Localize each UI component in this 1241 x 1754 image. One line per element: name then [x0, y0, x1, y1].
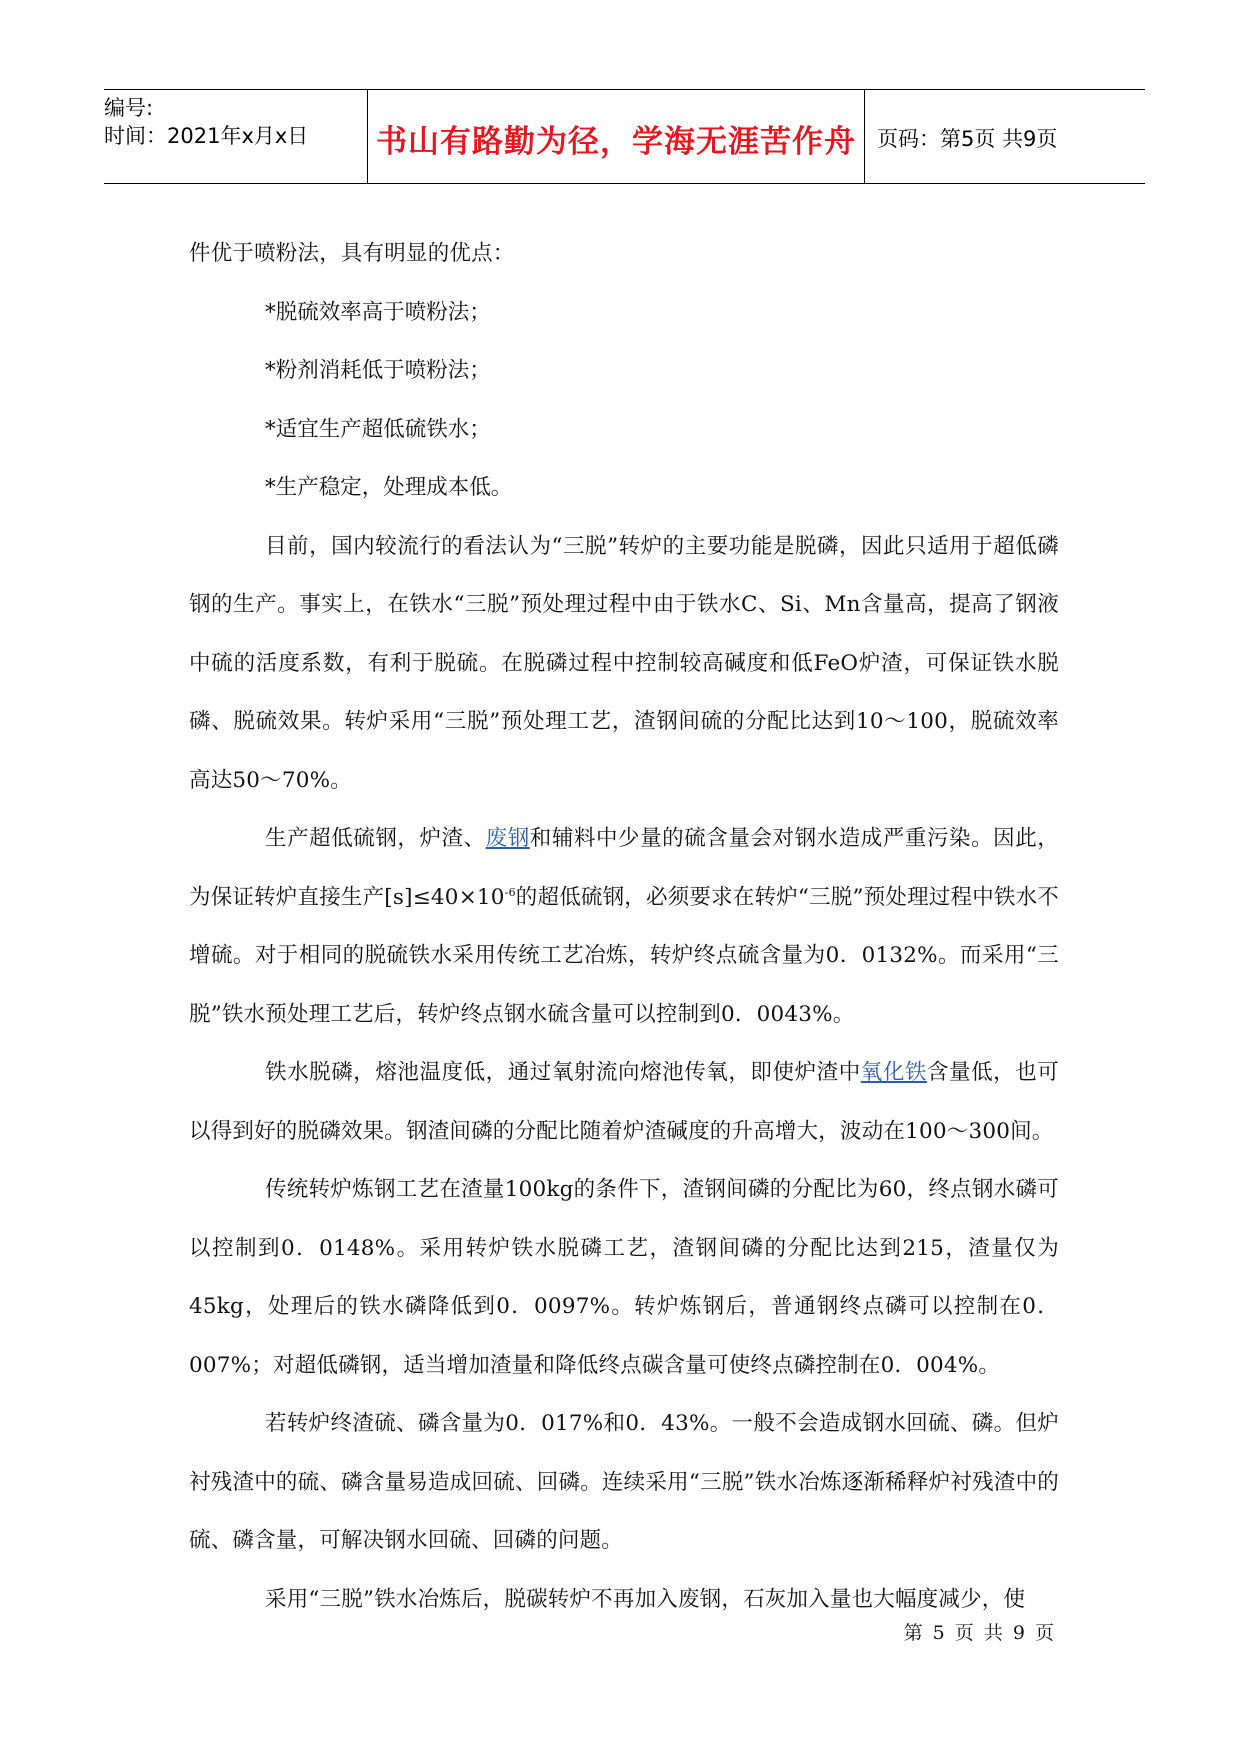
- paragraph-4-text-b: 含量低，也可以得到好的脱磷效果。钢渣间磷的分配比随着炉渣碱度的升高增大，波动在100～300间。: [189, 1060, 1059, 1144]
- number-label: 编号:: [104, 96, 154, 120]
- paragraph-1: 件优于喷粉法，具有明显的优点：: [189, 241, 515, 266]
- bullet-item: *粉剂消耗低于喷粉法；: [265, 358, 491, 383]
- paragraph-3: [189, 810, 1059, 1044]
- header-left-cell: [104, 90, 368, 183]
- exponent: -6: [504, 885, 516, 899]
- scrap-steel-link[interactable]: 废钢: [485, 826, 530, 851]
- iron-oxide-link[interactable]: 氧化铁: [860, 1060, 927, 1085]
- page-label: 页码：第5页 共9页: [877, 127, 1058, 151]
- bullet-item: *脱硫效率高于喷粉法；: [265, 299, 491, 325]
- paragraph-2: 目前，国内较流行的看法认为“三脱”转炉的主要功能是脱磷，因此只适用于超低磷钢的生产。事实上，在铁水“三脱”预处理过程中由于铁水C、Si、Mn含量高，提高了钢液中硫的活度系数，有利于脱硫。在脱磷过程中控制较高碱度和低FeO炉渣，可保证铁水脱磷、脱硫效果。转炉采用“三脱”预处理工艺，渣钢间硫的分配比达到10～100，脱硫效率高达50～70%。: [189, 533, 1060, 793]
- header-motto-cell: [368, 90, 865, 183]
- paragraph-4: [189, 1044, 1059, 1161]
- paragraph-3-text-b: 和辅料中少量的硫含量会对钢水造成严重污染。因此，为保证转炉直接生产[s]≤40×10: [189, 826, 1059, 910]
- time-label: 时间：2021年x月x日: [104, 124, 309, 148]
- bullet-item: *生产稳定，处理成本低。: [265, 475, 513, 500]
- paragraph-3-text-a: 生产超低硫钢，炉渣、: [265, 826, 486, 851]
- page-footer: 第 5 页 共 9 页: [903, 1622, 1056, 1644]
- motto-text: 书山有路勤为径，学海无涯苦作舟: [376, 124, 856, 160]
- document-header: [104, 89, 1145, 184]
- paragraph-6: 若转炉终渣硫、磷含量为0．017%和0．43%。一般不会造成钢水回硫、磷。但炉衬残渣中的硫、磷含量易造成回硫、回磷。连续采用“三脱”铁水冶炼逐渐稀释炉衬残渣中的硫、磷含量，可解决钢水回硫、回磷的问题。: [189, 1411, 1059, 1553]
- document-body: [189, 225, 1059, 1629]
- paragraph-4-text-a: 铁水脱磷，熔池温度低，通过氧射流向熔池传氧，即使炉渣中: [265, 1060, 861, 1085]
- paragraph-7: 采用“三脱”铁水冶炼后，脱碳转炉不再加入废钢，石灰加入量也大幅度减少，使: [265, 1586, 1026, 1612]
- bullet-item: *适宜生产超低硫铁水；: [265, 416, 491, 442]
- paragraph-3-text-c: 的超低硫钢，必须要求在转炉“三脱”预处理过程中铁水不增硫。对于相同的脱硫铁水采用传统工艺冶炼，转炉终点硫含量为0．0132%。而采用“三脱”铁水预处理工艺后，转炉终点钢水硫含量可以控制到0．0043%。: [189, 884, 1060, 1027]
- header-right-cell: [865, 90, 1145, 183]
- paragraph-5: 传统转炉炼钢工艺在渣量100kg的条件下，渣钢间磷的分配比为60，终点钢水磷可以控制到0．0148%。采用转炉铁水脱磷工艺，渣钢间磷的分配比达到215，渣量仅为45kg，处理后的铁水磷降低到0．0097%。转炉炼钢后，普通钢终点磷可以控制在0．007%；对超低磷钢，适当增加渣量和降低终点碳含量可使终点磷控制在0．004%。: [189, 1177, 1059, 1378]
